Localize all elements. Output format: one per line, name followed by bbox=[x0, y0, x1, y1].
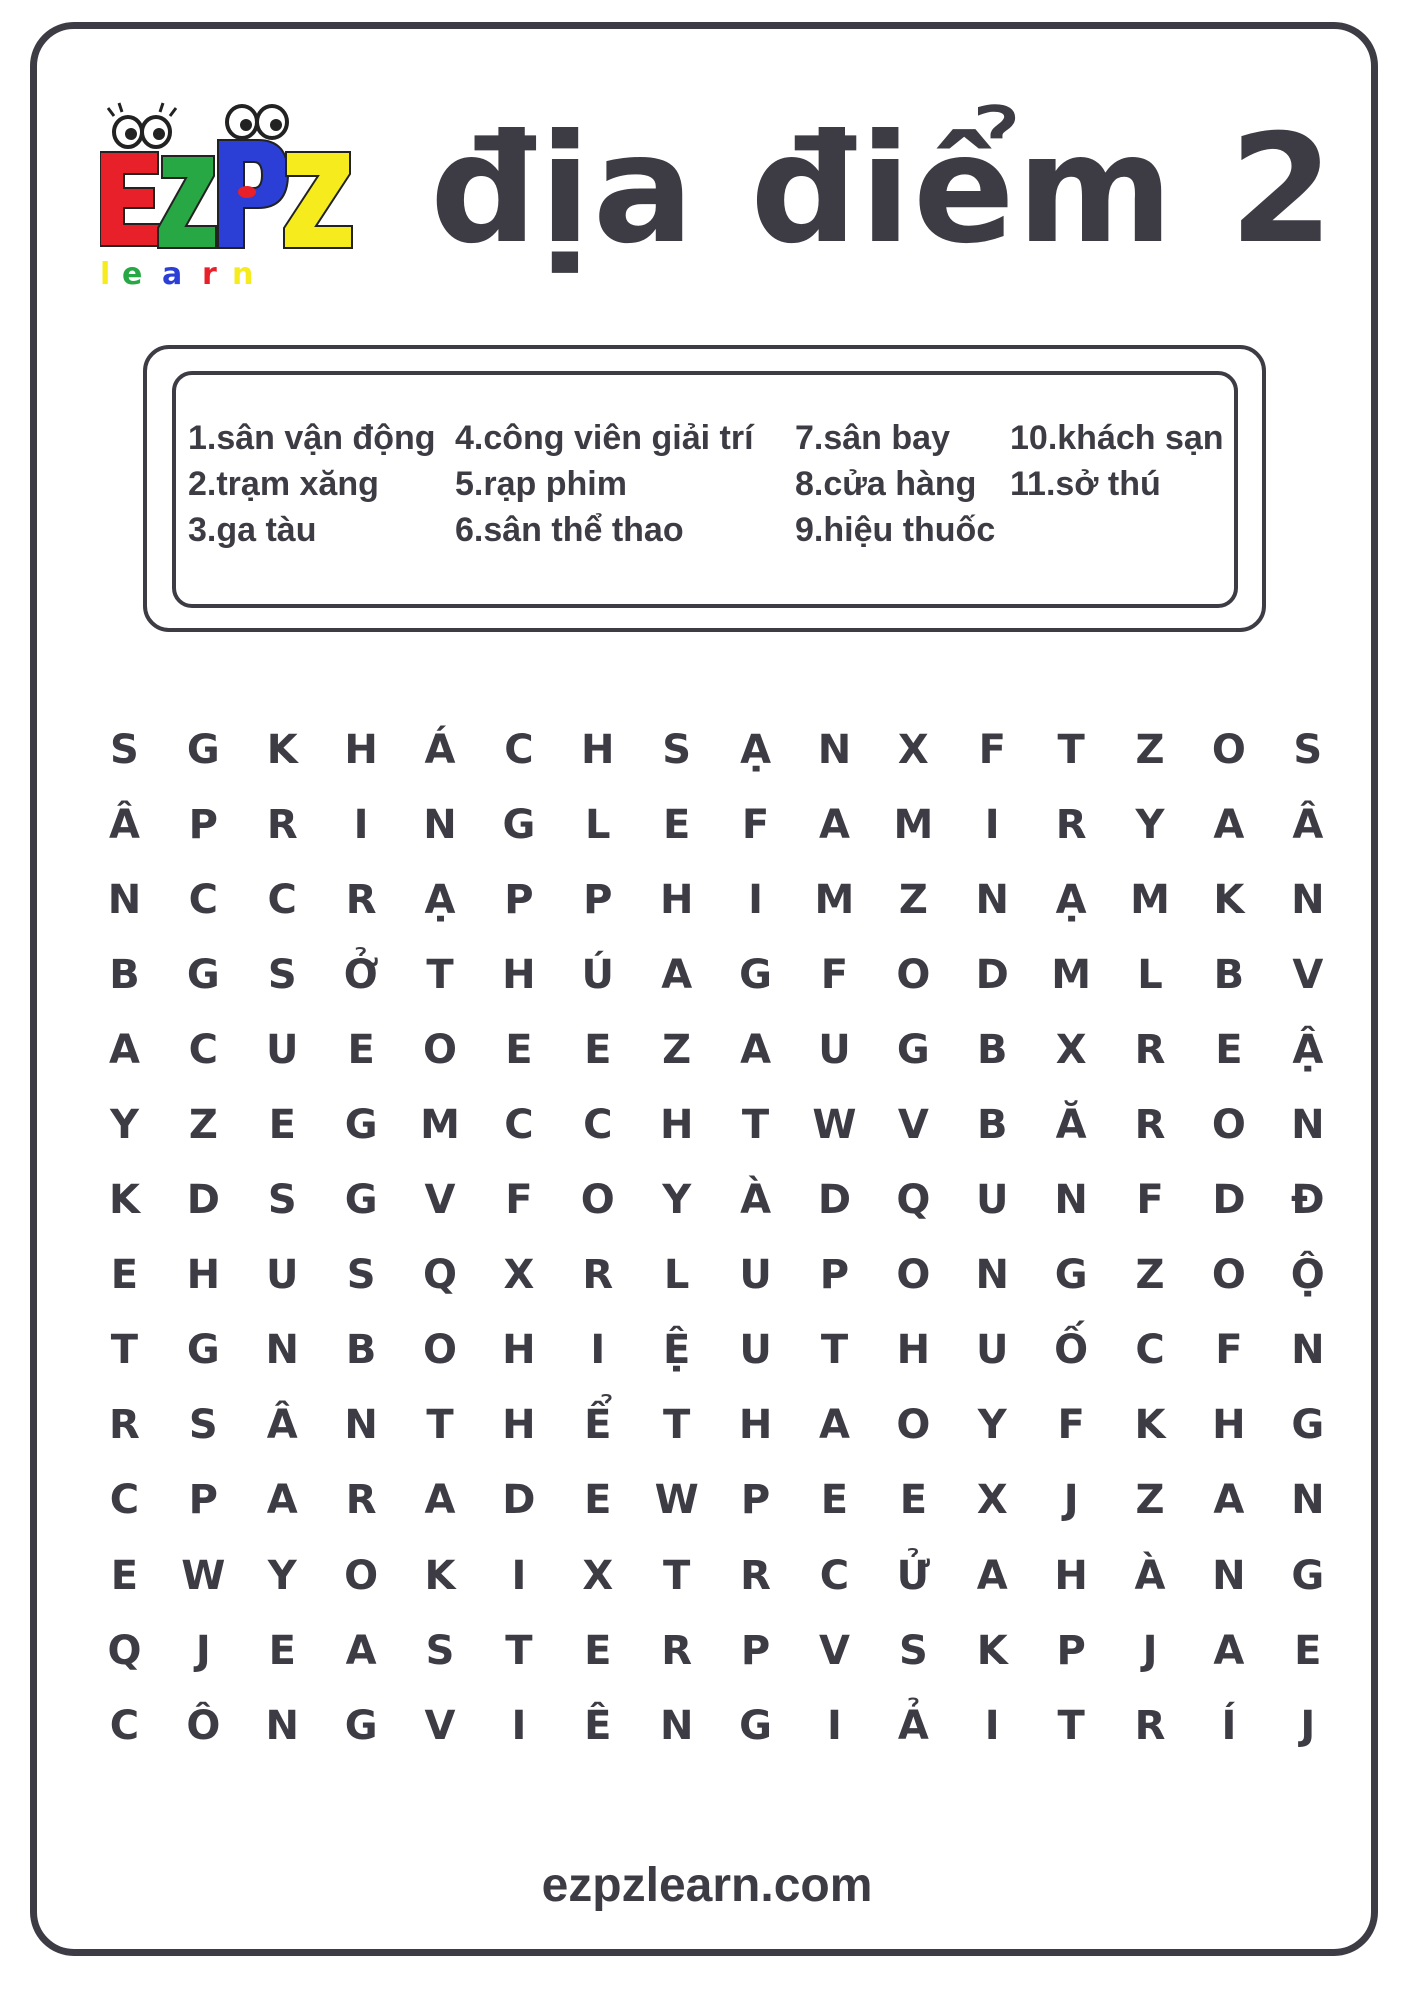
grid-letter[interactable]: C bbox=[504, 1102, 534, 1149]
grid-letter[interactable]: H bbox=[502, 1402, 536, 1449]
grid-letter[interactable]: M bbox=[1051, 951, 1092, 998]
grid-letter[interactable]: X bbox=[582, 1552, 614, 1599]
grid-letter[interactable]: U bbox=[265, 1026, 299, 1073]
grid-letter[interactable]: N bbox=[107, 876, 142, 923]
grid-letter[interactable]: N bbox=[975, 1252, 1009, 1299]
grid-letter[interactable]: Z bbox=[1135, 1477, 1165, 1524]
grid-letter[interactable]: H bbox=[186, 1252, 221, 1299]
grid-letter[interactable]: R bbox=[1134, 1026, 1166, 1073]
grid-letter[interactable]: E bbox=[268, 1627, 296, 1674]
grid-letter[interactable]: Z bbox=[1135, 1252, 1165, 1299]
ezpz-learn-logo bbox=[100, 100, 360, 290]
word-list-column-3 bbox=[795, 415, 995, 553]
grid-letter[interactable]: B bbox=[345, 1327, 377, 1374]
grid-letter[interactable]: P bbox=[504, 876, 534, 923]
grid-letter[interactable]: Ê bbox=[584, 1702, 612, 1749]
word-list-item: 6.sân thể thao bbox=[455, 511, 684, 549]
grid-letter[interactable]: I bbox=[511, 1702, 527, 1749]
grid-letter[interactable]: N bbox=[659, 1702, 694, 1749]
grid-letter[interactable]: R bbox=[1134, 1102, 1166, 1149]
grid-letter[interactable]: P bbox=[740, 1627, 771, 1674]
grid-letter[interactable]: N bbox=[1291, 1477, 1325, 1524]
grid-letter[interactable]: K bbox=[1134, 1402, 1166, 1449]
grid-letter[interactable]: O bbox=[896, 1402, 931, 1449]
grid-letter[interactable]: S bbox=[425, 1627, 455, 1674]
grid-letter[interactable]: O bbox=[896, 951, 931, 998]
grid-letter[interactable]: Â bbox=[1292, 801, 1324, 848]
logo-graphic bbox=[100, 100, 360, 290]
grid-letter[interactable]: G bbox=[1054, 1252, 1088, 1299]
grid-letter[interactable]: L bbox=[585, 801, 611, 848]
grid-letter[interactable]: E bbox=[584, 1026, 612, 1073]
grid-letter[interactable]: O bbox=[580, 1177, 615, 1224]
grid-letter[interactable]: X bbox=[897, 726, 929, 773]
grid-letter[interactable]: O bbox=[423, 1327, 458, 1374]
grid-letter[interactable]: J bbox=[1300, 1702, 1316, 1749]
grid-letter[interactable]: G bbox=[344, 1177, 378, 1224]
grid-letter[interactable]: A bbox=[818, 801, 850, 848]
svg-text:r: r bbox=[202, 257, 217, 290]
grid-letter[interactable]: I bbox=[353, 801, 369, 848]
word-list-column-2 bbox=[455, 415, 754, 553]
grid-letter[interactable]: Z bbox=[898, 876, 928, 923]
grid-letter[interactable]: G bbox=[344, 1102, 378, 1149]
grid-letter[interactable]: T bbox=[741, 1102, 770, 1149]
grid-letter[interactable]: C bbox=[188, 876, 219, 923]
grid-letter[interactable]: X bbox=[976, 1477, 1008, 1524]
grid-letter[interactable]: C bbox=[109, 1477, 140, 1524]
grid-letter[interactable]: R bbox=[266, 801, 298, 848]
logo-learn-text bbox=[100, 257, 253, 290]
grid-letter[interactable]: E bbox=[663, 801, 691, 848]
grid-letter[interactable]: D bbox=[502, 1477, 536, 1524]
grid-letter[interactable]: G bbox=[1291, 1552, 1325, 1599]
grid-letter[interactable]: I bbox=[748, 876, 764, 923]
svg-text:n: n bbox=[232, 257, 254, 290]
grid-letter[interactable]: Ạ bbox=[740, 726, 772, 773]
grid-letter[interactable]: E bbox=[268, 1102, 296, 1149]
grid-letter[interactable]: C bbox=[504, 726, 534, 773]
grid-letter[interactable]: U bbox=[976, 1177, 1009, 1224]
grid-letter[interactable]: E bbox=[110, 1552, 139, 1599]
word-list-item: 7.sân bay bbox=[795, 419, 950, 457]
grid-letter[interactable]: N bbox=[1291, 1102, 1325, 1149]
grid-letter[interactable]: A bbox=[1213, 1627, 1245, 1674]
grid-letter[interactable]: N bbox=[344, 1402, 378, 1449]
grid-letter[interactable]: G bbox=[502, 801, 536, 848]
grid-letter[interactable]: Ở bbox=[343, 951, 379, 998]
grid-letter[interactable]: V bbox=[818, 1627, 850, 1674]
grid-letter[interactable]: T bbox=[426, 1402, 454, 1449]
grid-letter[interactable]: S bbox=[110, 726, 139, 773]
grid-letter[interactable]: K bbox=[424, 1552, 456, 1599]
grid-letter[interactable]: I bbox=[827, 1702, 842, 1749]
grid-letter[interactable]: E bbox=[505, 1026, 533, 1073]
grid-letter[interactable]: A bbox=[818, 1402, 850, 1449]
grid-letter[interactable]: E bbox=[899, 1477, 928, 1524]
grid-letter[interactable]: C bbox=[188, 1026, 219, 1073]
grid-letter[interactable]: Ể bbox=[584, 1402, 612, 1449]
grid-letter[interactable]: P bbox=[1056, 1627, 1086, 1674]
grid-letter[interactable]: A bbox=[1213, 1477, 1245, 1524]
grid-letter[interactable]: G bbox=[186, 726, 220, 773]
grid-letter[interactable]: S bbox=[188, 1402, 218, 1449]
grid-letter[interactable]: C bbox=[109, 1702, 140, 1749]
grid-letter[interactable]: A bbox=[976, 1552, 1008, 1599]
grid-letter[interactable]: Ộ bbox=[1290, 1252, 1325, 1299]
grid-letter[interactable]: T bbox=[820, 1327, 849, 1374]
grid-letter[interactable]: A bbox=[740, 1026, 772, 1073]
grid-letter[interactable]: E bbox=[347, 1026, 375, 1073]
grid-letter[interactable]: R bbox=[1134, 1702, 1166, 1749]
grid-letter[interactable]: S bbox=[267, 951, 297, 998]
grid-letter[interactable]: Đ bbox=[1291, 1177, 1325, 1224]
grid-letter[interactable]: V bbox=[424, 1702, 456, 1749]
grid-letter[interactable]: P bbox=[740, 1477, 771, 1524]
grid-letter[interactable]: A bbox=[661, 951, 693, 998]
grid-letter[interactable]: O bbox=[423, 1026, 458, 1073]
grid-letter[interactable]: A bbox=[345, 1627, 377, 1674]
grid-letter[interactable]: N bbox=[1054, 1177, 1088, 1224]
grid-letter[interactable]: M bbox=[893, 801, 934, 848]
grid-letter[interactable]: Ạ bbox=[1055, 876, 1087, 923]
word-search-grid bbox=[85, 712, 1325, 1763]
grid-letter[interactable]: Â bbox=[108, 801, 140, 848]
grid-letter[interactable]: W bbox=[654, 1477, 699, 1524]
grid-letter[interactable]: H bbox=[502, 1327, 536, 1374]
word-list-item: 1.sân vận động bbox=[188, 419, 436, 457]
grid-letter[interactable]: Ố bbox=[1054, 1327, 1089, 1374]
grid-letter[interactable]: H bbox=[659, 876, 694, 923]
grid-letter[interactable]: X bbox=[1055, 1026, 1087, 1073]
grid-letter[interactable]: Y bbox=[1135, 801, 1165, 848]
grid-letter[interactable]: H bbox=[1054, 1552, 1088, 1599]
grid-letter[interactable]: A bbox=[108, 1026, 140, 1073]
grid-letter[interactable]: G bbox=[186, 1327, 220, 1374]
grid-letter[interactable]: Ệ bbox=[663, 1327, 691, 1374]
grid-letter[interactable]: B bbox=[1213, 951, 1245, 998]
grid-letter[interactable]: H bbox=[502, 951, 536, 998]
grid-letter[interactable]: F bbox=[505, 1177, 533, 1224]
grid-letter[interactable]: M bbox=[1130, 876, 1170, 923]
grid-letter[interactable]: K bbox=[108, 1177, 140, 1224]
grid-letter[interactable]: N bbox=[1212, 1552, 1246, 1599]
grid-letter[interactable]: Ă bbox=[1055, 1102, 1087, 1149]
grid-letter[interactable]: H bbox=[896, 1327, 931, 1374]
grid-letter[interactable]: S bbox=[346, 1252, 376, 1299]
grid-letter[interactable]: G bbox=[1291, 1402, 1325, 1449]
grid-letter[interactable]: J bbox=[1142, 1627, 1158, 1674]
grid-letter[interactable]: Y bbox=[977, 1402, 1007, 1449]
grid-letter[interactable]: Í bbox=[1221, 1702, 1237, 1749]
grid-letter[interactable]: O bbox=[896, 1252, 931, 1299]
grid-letter[interactable]: S bbox=[898, 1627, 928, 1674]
grid-letter[interactable]: K bbox=[976, 1627, 1008, 1674]
grid-letter[interactable]: Ả bbox=[897, 1702, 929, 1749]
grid-letter[interactable]: R bbox=[109, 1402, 140, 1449]
word-list-item: 11.sở thú bbox=[1010, 465, 1161, 503]
grid-letter[interactable]: G bbox=[739, 951, 772, 998]
grid-letter[interactable]: R bbox=[582, 1252, 614, 1299]
grid-letter[interactable]: W bbox=[181, 1552, 226, 1599]
grid-letter[interactable]: Y bbox=[267, 1552, 297, 1599]
grid-letter[interactable]: Z bbox=[662, 1026, 692, 1073]
grid-letter[interactable]: G bbox=[739, 1702, 772, 1749]
grid-letter[interactable]: M bbox=[814, 876, 855, 923]
word-list-item: 9.hiệu thuốc bbox=[795, 511, 996, 549]
grid-letter[interactable]: R bbox=[740, 1552, 771, 1599]
grid-letter[interactable]: F bbox=[1057, 1402, 1085, 1449]
grid-letter[interactable]: H bbox=[581, 726, 615, 773]
grid-letter[interactable]: L bbox=[663, 1252, 690, 1299]
grid-letter[interactable]: C bbox=[1135, 1327, 1165, 1374]
grid-letter[interactable]: P bbox=[188, 1477, 218, 1524]
grid-letter[interactable]: W bbox=[812, 1102, 857, 1149]
grid-letter[interactable]: F bbox=[1215, 1327, 1243, 1374]
grid-letter[interactable]: U bbox=[739, 1252, 772, 1299]
svg-text:a: a bbox=[162, 257, 183, 290]
grid-letter[interactable]: I bbox=[511, 1552, 527, 1599]
grid-letter[interactable]: Á bbox=[424, 726, 456, 773]
grid-letter[interactable]: J bbox=[195, 1627, 211, 1674]
grid-letter[interactable]: U bbox=[818, 1026, 851, 1073]
grid-letter[interactable]: T bbox=[426, 951, 454, 998]
footer-website: ezpzlearn.com bbox=[541, 1859, 873, 1912]
grid-letter[interactable]: G bbox=[896, 1026, 930, 1073]
grid-letter[interactable]: I bbox=[590, 1327, 606, 1374]
grid-letter[interactable]: O bbox=[344, 1552, 379, 1599]
grid-letter[interactable]: N bbox=[265, 1702, 299, 1749]
grid-letter[interactable]: I bbox=[984, 801, 1000, 848]
grid-letter[interactable]: J bbox=[1063, 1477, 1079, 1524]
grid-letter[interactable]: E bbox=[1294, 1627, 1322, 1674]
word-list-item: 3.ga tàu bbox=[188, 511, 317, 549]
grid-letter[interactable]: Ú bbox=[581, 951, 615, 998]
word-list-item: 4.công viên giải trí bbox=[455, 419, 754, 457]
grid-letter[interactable]: U bbox=[976, 1327, 1009, 1374]
grid-letter[interactable]: T bbox=[1057, 726, 1085, 773]
grid-letter[interactable]: P bbox=[819, 1252, 850, 1299]
grid-letter[interactable]: F bbox=[1136, 1177, 1164, 1224]
grid-letter[interactable]: O bbox=[1211, 1252, 1246, 1299]
grid-letter[interactable]: N bbox=[1291, 876, 1325, 923]
grid-letter[interactable]: Y bbox=[109, 1102, 139, 1149]
grid-letter[interactable]: F bbox=[820, 951, 849, 998]
grid-letter[interactable]: E bbox=[1215, 1026, 1243, 1073]
grid-letter[interactable]: I bbox=[984, 1702, 1000, 1749]
grid-letter[interactable]: O bbox=[1211, 1102, 1246, 1149]
grid-letter[interactable]: Ạ bbox=[424, 876, 456, 923]
grid-letter[interactable]: D bbox=[1212, 1177, 1246, 1224]
grid-letter[interactable]: Ử bbox=[896, 1552, 931, 1599]
grid-letter[interactable]: A bbox=[424, 1477, 456, 1524]
grid-letter[interactable]: V bbox=[424, 1177, 456, 1224]
grid-letter[interactable]: V bbox=[1292, 951, 1324, 998]
grid-letter[interactable]: N bbox=[1291, 1327, 1325, 1374]
svg-text:l: l bbox=[100, 257, 111, 290]
grid-letter[interactable]: A bbox=[1213, 801, 1245, 848]
grid-letter[interactable]: P bbox=[583, 876, 613, 923]
grid-letter[interactable]: Â bbox=[266, 1402, 298, 1449]
grid-letter[interactable]: S bbox=[662, 726, 692, 773]
word-list-column-1 bbox=[188, 415, 436, 553]
grid-letter[interactable]: D bbox=[817, 1177, 852, 1224]
word-list-item: 2.trạm xăng bbox=[188, 465, 379, 503]
grid-letter[interactable]: E bbox=[584, 1627, 612, 1674]
grid-letter[interactable]: H bbox=[659, 1102, 694, 1149]
grid-letter[interactable]: N bbox=[423, 801, 457, 848]
grid-letter[interactable]: B bbox=[109, 951, 140, 998]
word-list-item: 10.khách sạn bbox=[1010, 419, 1224, 457]
grid-letter[interactable]: F bbox=[978, 726, 1006, 773]
grid-letter[interactable]: S bbox=[267, 1177, 297, 1224]
grid-letter[interactable]: R bbox=[345, 876, 377, 923]
logo-eyes-right bbox=[227, 106, 287, 138]
grid-letter[interactable]: R bbox=[661, 1627, 693, 1674]
grid-letter[interactable]: H bbox=[1212, 1402, 1246, 1449]
logo-eyes-left bbox=[108, 103, 176, 147]
grid-letter[interactable]: C bbox=[267, 876, 297, 923]
grid-letter[interactable]: E bbox=[584, 1477, 612, 1524]
grid-letter[interactable]: K bbox=[266, 726, 298, 773]
grid-letter[interactable]: K bbox=[1213, 876, 1245, 923]
grid-letter[interactable]: G bbox=[186, 951, 220, 998]
grid-letter[interactable]: D bbox=[186, 1177, 220, 1224]
grid-letter[interactable]: Q bbox=[423, 1252, 458, 1299]
grid-letter[interactable]: U bbox=[739, 1327, 772, 1374]
grid-letter[interactable]: R bbox=[1055, 801, 1087, 848]
grid-letter[interactable]: M bbox=[420, 1102, 460, 1149]
grid-letter[interactable]: N bbox=[265, 1327, 299, 1374]
grid-letter[interactable]: E bbox=[820, 1477, 849, 1524]
grid-letter[interactable]: C bbox=[819, 1552, 850, 1599]
grid-letter[interactable]: Q bbox=[896, 1177, 931, 1224]
grid-letter[interactable]: P bbox=[188, 801, 218, 848]
word-list-column-4 bbox=[1010, 415, 1224, 507]
grid-letter[interactable]: S bbox=[1293, 726, 1323, 773]
grid-letter[interactable]: D bbox=[975, 951, 1009, 998]
grid-letter[interactable]: A bbox=[266, 1477, 298, 1524]
page-title: địa điểm 2 bbox=[430, 103, 1336, 277]
grid-letter[interactable]: G bbox=[344, 1702, 378, 1749]
grid-letter[interactable]: X bbox=[503, 1252, 535, 1299]
grid-letter[interactable]: R bbox=[345, 1477, 377, 1524]
word-list-item: 5.rạp phim bbox=[455, 465, 627, 503]
grid-letter[interactable]: T bbox=[505, 1627, 533, 1674]
grid-letter[interactable]: À bbox=[740, 1177, 772, 1224]
grid-letter[interactable]: B bbox=[976, 1026, 1008, 1073]
grid-letter[interactable]: T bbox=[1057, 1702, 1085, 1749]
grid-letter[interactable]: Z bbox=[188, 1102, 218, 1149]
grid-letter[interactable]: V bbox=[897, 1102, 929, 1149]
grid-letter[interactable]: O bbox=[1211, 726, 1246, 773]
grid-letter[interactable]: N bbox=[975, 876, 1009, 923]
grid-letter[interactable]: T bbox=[663, 1402, 691, 1449]
grid-letter[interactable]: B bbox=[976, 1102, 1008, 1149]
grid-letter[interactable]: Ô bbox=[186, 1702, 221, 1749]
grid-letter[interactable]: C bbox=[583, 1102, 613, 1149]
grid-letter[interactable]: Q bbox=[107, 1627, 142, 1674]
grid-letter[interactable]: N bbox=[817, 726, 852, 773]
grid-letter[interactable]: L bbox=[1137, 951, 1163, 998]
svg-text:e: e bbox=[122, 257, 143, 290]
grid-letter[interactable]: U bbox=[265, 1252, 299, 1299]
grid-letter[interactable]: Z bbox=[1135, 726, 1165, 773]
grid-letter[interactable]: À bbox=[1134, 1552, 1166, 1599]
word-list-item: 8.cửa hàng bbox=[795, 465, 977, 503]
grid-letter[interactable]: E bbox=[110, 1252, 139, 1299]
grid-letter[interactable]: Ậ bbox=[1292, 1026, 1324, 1073]
grid-letter[interactable]: H bbox=[738, 1402, 773, 1449]
grid-letter[interactable]: H bbox=[344, 726, 378, 773]
grid-letter[interactable]: F bbox=[741, 801, 770, 848]
grid-letter[interactable]: Y bbox=[662, 1177, 692, 1224]
grid-letter[interactable]: T bbox=[110, 1327, 139, 1374]
grid-letter[interactable]: T bbox=[663, 1552, 691, 1599]
